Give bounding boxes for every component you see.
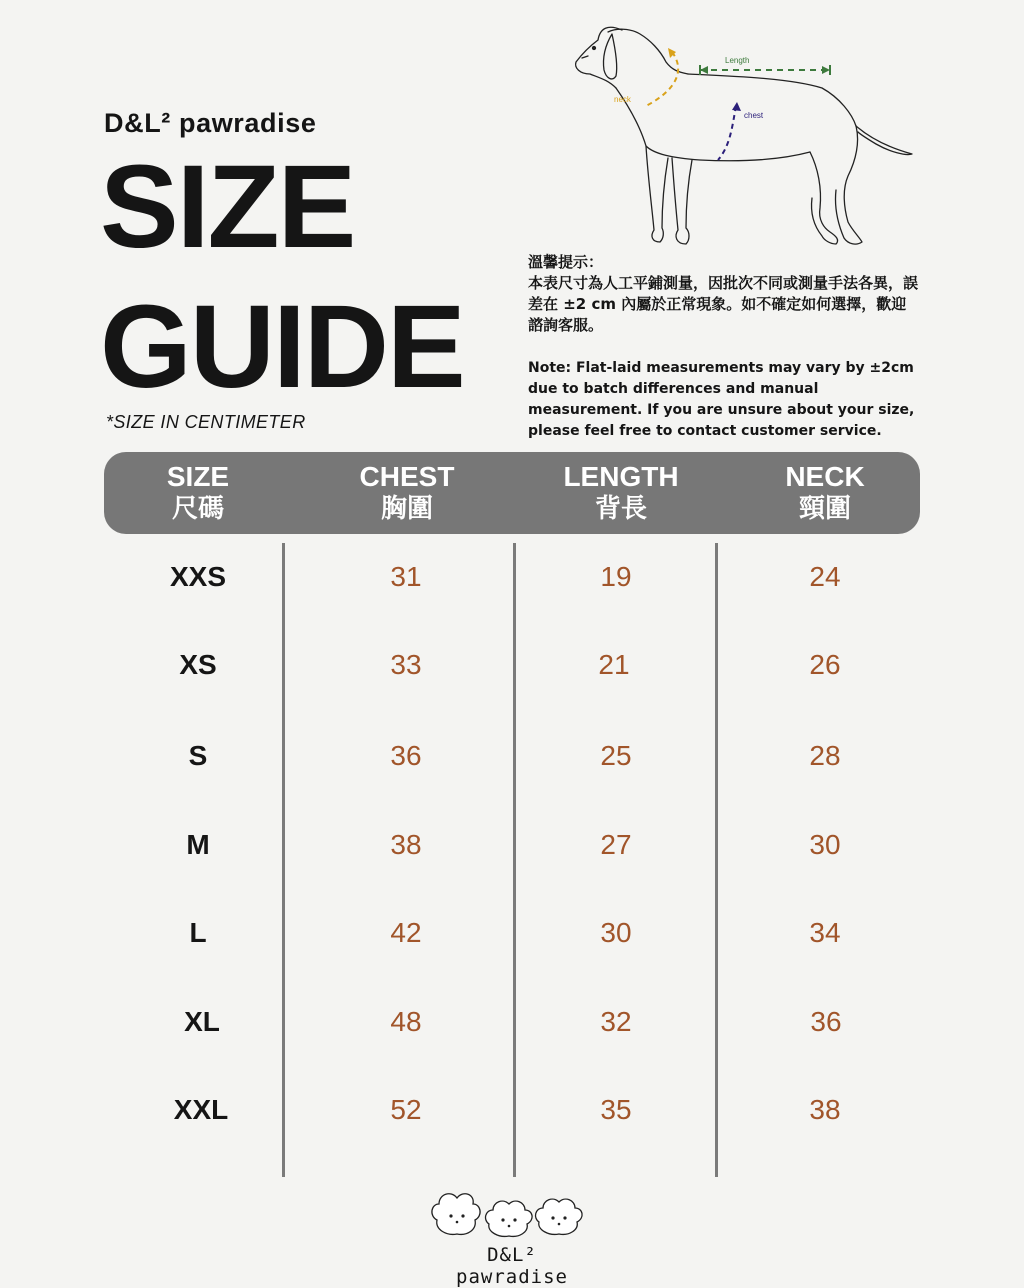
size-cell: S bbox=[188, 740, 208, 771]
header-label-zh: 尺碼 bbox=[171, 494, 224, 524]
neck-cell: 24 bbox=[809, 561, 841, 592]
size-cell: XXL bbox=[173, 1094, 229, 1125]
header-label-zh: 胸圍 bbox=[380, 494, 433, 524]
header-length bbox=[521, 460, 721, 525]
neck-cell: 38 bbox=[809, 1094, 841, 1125]
length-cell: 19 bbox=[600, 561, 632, 592]
dog-faces-icon bbox=[427, 1186, 597, 1246]
table-row bbox=[0, 913, 1024, 953]
brand-name: D&L² pawradise bbox=[104, 108, 317, 138]
neck-cell: 30 bbox=[809, 829, 841, 860]
title-size: SIZE bbox=[100, 141, 355, 273]
notice-chinese-body: 本表尺寸為人工平鋪測量，因批次不同或測量手法各異，誤差在 ±2 cm 內屬於正常現象。如不確定如何選擇，歡迎諮詢客服。 bbox=[528, 274, 919, 334]
neck-label: neck bbox=[614, 95, 631, 104]
header-chest bbox=[307, 460, 507, 525]
size-cell: M bbox=[186, 829, 210, 860]
unit-note: *SIZE IN CENTIMETER bbox=[106, 412, 306, 432]
header-label-en: SIZE bbox=[166, 461, 230, 492]
header-neck bbox=[725, 460, 925, 525]
title-guide: GUIDE bbox=[100, 281, 464, 413]
length-cell: 35 bbox=[600, 1094, 632, 1125]
table-row bbox=[0, 1090, 1024, 1130]
chest-cell: 38 bbox=[390, 829, 422, 860]
neck-cell: 26 bbox=[809, 649, 841, 680]
length-cell: 27 bbox=[600, 829, 632, 860]
table-header bbox=[104, 452, 920, 534]
size-cell: XS bbox=[179, 649, 217, 680]
notice-chinese-heading: 溫馨提示： bbox=[528, 253, 604, 271]
header-label-zh: 頸圍 bbox=[798, 494, 851, 524]
length-cell: 30 bbox=[600, 917, 632, 948]
length-label: Length bbox=[725, 56, 750, 65]
length-cell: 25 bbox=[600, 740, 632, 771]
size-cell: L bbox=[189, 917, 207, 948]
table-row bbox=[0, 645, 1024, 685]
size-cell: XXS bbox=[169, 561, 227, 592]
footer-brand-text: D&L² pawradise bbox=[456, 1244, 568, 1288]
header-label-en: LENGTH bbox=[563, 461, 679, 492]
neck-cell: 36 bbox=[810, 1006, 842, 1037]
chest-cell: 48 bbox=[390, 1006, 422, 1037]
footer-logo bbox=[427, 1186, 597, 1288]
chest-cell: 52 bbox=[390, 1094, 422, 1125]
dog-measurement-diagram bbox=[560, 18, 920, 250]
chest-cell: 33 bbox=[390, 649, 422, 680]
header-label-en: CHEST bbox=[359, 461, 455, 492]
chest-label: chest bbox=[744, 111, 764, 120]
header-label-en: NECK bbox=[785, 461, 865, 492]
neck-cell: 28 bbox=[809, 740, 841, 771]
chest-cell: 36 bbox=[390, 740, 422, 771]
table-row bbox=[0, 825, 1024, 865]
table-row bbox=[0, 736, 1024, 776]
table-row bbox=[0, 557, 1024, 597]
neck-cell: 34 bbox=[809, 917, 841, 948]
notice-chinese bbox=[528, 252, 918, 336]
chest-cell: 42 bbox=[390, 917, 422, 948]
header-label-zh: 背長 bbox=[594, 494, 647, 524]
table-row bbox=[0, 1002, 1024, 1042]
size-cell: XL bbox=[184, 1006, 220, 1037]
length-cell: 32 bbox=[600, 1006, 632, 1037]
notice-english: Note: Flat-laid measurements may vary by ±2cm due to batch differences and manual measurement. If you are unsure about your size, please feel free to contact customer service. bbox=[528, 360, 915, 439]
length-cell: 21 bbox=[598, 649, 630, 680]
chest-cell: 31 bbox=[390, 561, 422, 592]
header-size bbox=[98, 460, 298, 525]
